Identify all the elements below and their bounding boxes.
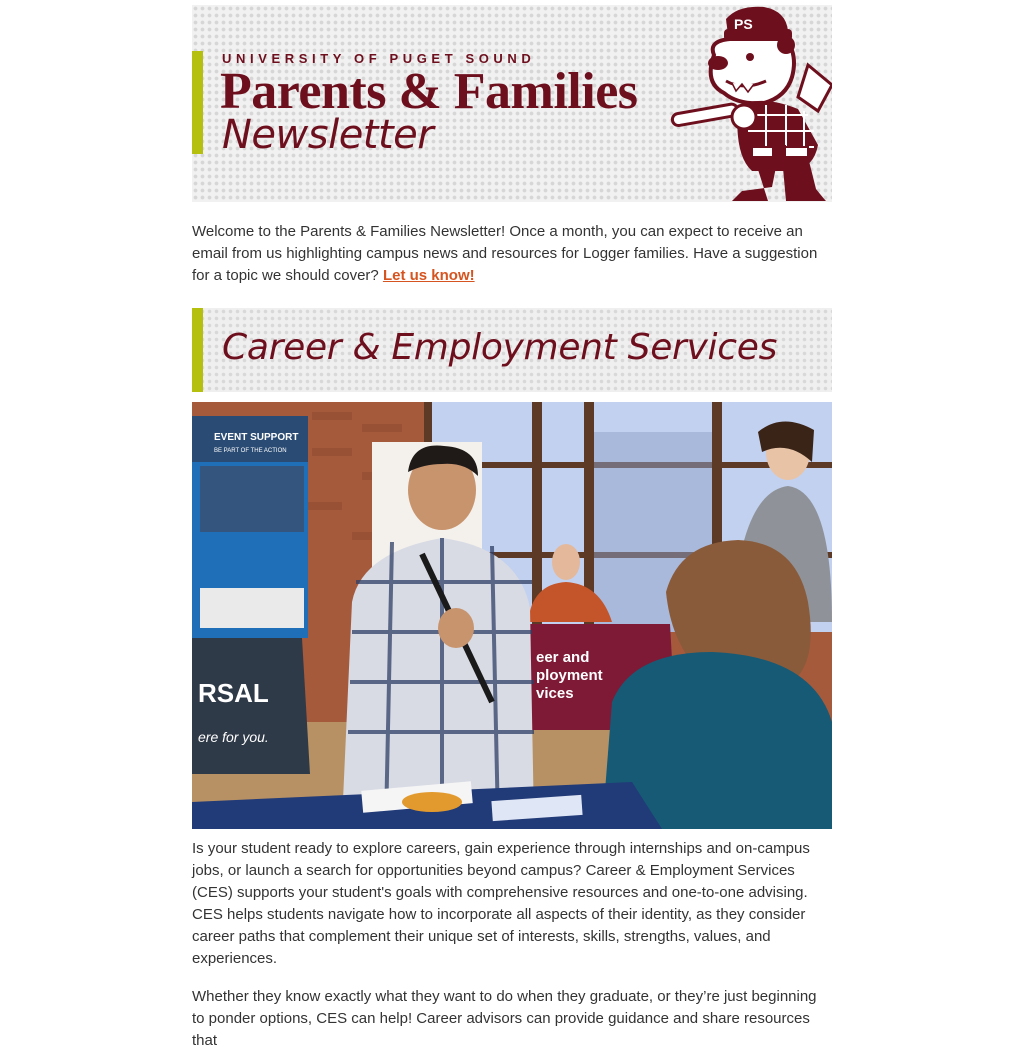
intro-paragraph (192, 221, 832, 287)
newsletter-subtitle: Newsletter (222, 112, 434, 158)
section-accent-bar (192, 308, 203, 392)
let-us-know-link[interactable]: Let us know! (382, 267, 475, 284)
ces-paragraph-1: Is your student ready to explore careers, gain experience through internships and on-campus jobs, or launch a search for opportunities beyond campus? Career & Employment Services (CES) supports your student's goals with comprehensive resources and one-to-one advising. CES helps students navigate how to incorporate all aspects of their identity, as they consider career paths that complement their unique set of interests, skills, strengths, values, and experiences. (192, 840, 810, 967)
table-cloth-line-2: ployment (536, 667, 603, 684)
mascot-badge: PS (734, 16, 753, 32)
masthead-banner (192, 5, 832, 202)
newsletter-title: Parents & Families (220, 63, 638, 120)
booth-sign-subtitle: BE PART OF THE ACTION (214, 448, 287, 454)
table-cloth-line-3: vices (536, 685, 574, 702)
ces-paragraph-2: Whether they know exactly what they want to do when they graduate, or they’re just beginning to ponder options, CES can help! Career advisors can provide guidance and share resources that (192, 988, 817, 1049)
university-name: UNIVERSITY OF PUGET SOUND (222, 51, 536, 66)
intro-text: Welcome to the Parents & Families Newsletter! Once a month, you can expect to receive an email from us highlighting campus news and resources for Logger families. Have a suggestion for a topic we should cover? (192, 223, 818, 284)
career-fair-photo (192, 402, 832, 829)
section-banner (192, 308, 832, 392)
booth-sign-title: EVENT SUPPORT (214, 432, 299, 443)
logger-mascot-icon (668, 5, 832, 202)
banner-text: RSAL (198, 678, 269, 708)
banner-tagline: ere for you. (198, 729, 269, 745)
section-heading: Career & Employment Services (222, 327, 778, 368)
masthead-accent-bar (192, 51, 203, 154)
table-cloth-line-1: eer and (536, 649, 590, 666)
